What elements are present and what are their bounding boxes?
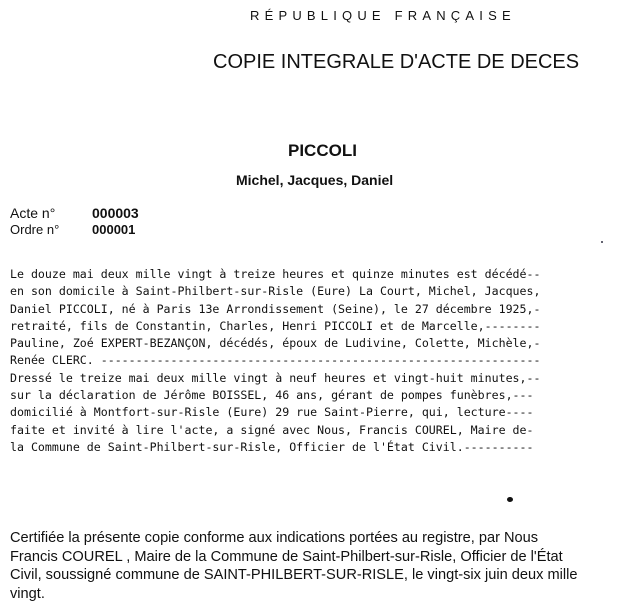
republique-header: RÉPUBLIQUE FRANÇAISE xyxy=(250,8,516,23)
act-text-line: en son domicile à Saint-Philbert-sur-Risle (Eure) La Court, Michel, Jacques, xyxy=(10,284,541,299)
act-text-line: Renée CLERC. --------------------------------------------------------------- xyxy=(10,353,541,368)
acte-number-value: 000003 xyxy=(92,205,139,221)
certification-line: Francis COUREL , Maire de la Commune de Saint-Philbert-sur-Risle, Officier de l'État xyxy=(10,548,563,565)
ordre-number-value: 000001 xyxy=(92,222,136,237)
act-text-line: retraité, fils de Constantin, Charles, Henri PICCOLI et de Marcelle,-------- xyxy=(10,318,541,333)
deceased-surname: PICCOLI xyxy=(288,141,357,160)
certification-line: vingt. xyxy=(10,585,45,602)
deceased-given-names: Michel, Jacques, Daniel xyxy=(236,172,394,188)
certification-line: Certifiée la présente copie conforme aux indications portées au registre, par Nous xyxy=(10,530,539,546)
act-text-line: domicilié à Montfort-sur-Risle (Eure) 29 rue Saint-Pierre, qui, lecture---- xyxy=(10,405,534,420)
act-text-line: faite et invité à lire l'acte, a signé avec Nous, Francis COUREL, Maire de- xyxy=(10,422,534,437)
ordre-number-row xyxy=(10,222,135,237)
act-text-line: Pauline, Zoé EXPERT-BEZANÇON, décédés, époux de Ludivine, Colette, Michèle,- xyxy=(10,336,541,351)
ordre-number-label: Ordre n° xyxy=(10,222,60,237)
act-text-line: Dressé le treize mai deux mille vingt à neuf heures et vingt-huit minutes,-- xyxy=(10,370,541,385)
document-title: COPIE INTEGRALE D'ACTE DE DECES xyxy=(213,51,580,73)
ink-speck xyxy=(507,497,513,502)
speck-mark xyxy=(601,241,603,243)
certification-line: Civil, soussigné commune de SAINT-PHILBERT-SUR-RISLE, le vingt-six juin deux mille xyxy=(10,567,578,584)
act-text-block xyxy=(10,266,625,456)
certification-block xyxy=(10,529,632,603)
act-text-line: la Commune de Saint-Philbert-sur-Risle, Officier de l'État Civil.---------- xyxy=(10,439,534,454)
acte-number-label: Acte n° xyxy=(10,205,56,221)
act-text-line: Le douze mai deux mille vingt à treize heures et quinze minutes est décédé-- xyxy=(10,267,541,281)
acte-number-row xyxy=(10,205,139,221)
act-text-line: Daniel PICCOLI, né à Paris 13e Arrondissement (Seine), le 27 décembre 1925,- xyxy=(10,301,541,316)
act-text-line: sur la déclaration de Jérôme BOISSEL, 46 ans, gérant de pompes funèbres,--- xyxy=(10,388,534,403)
